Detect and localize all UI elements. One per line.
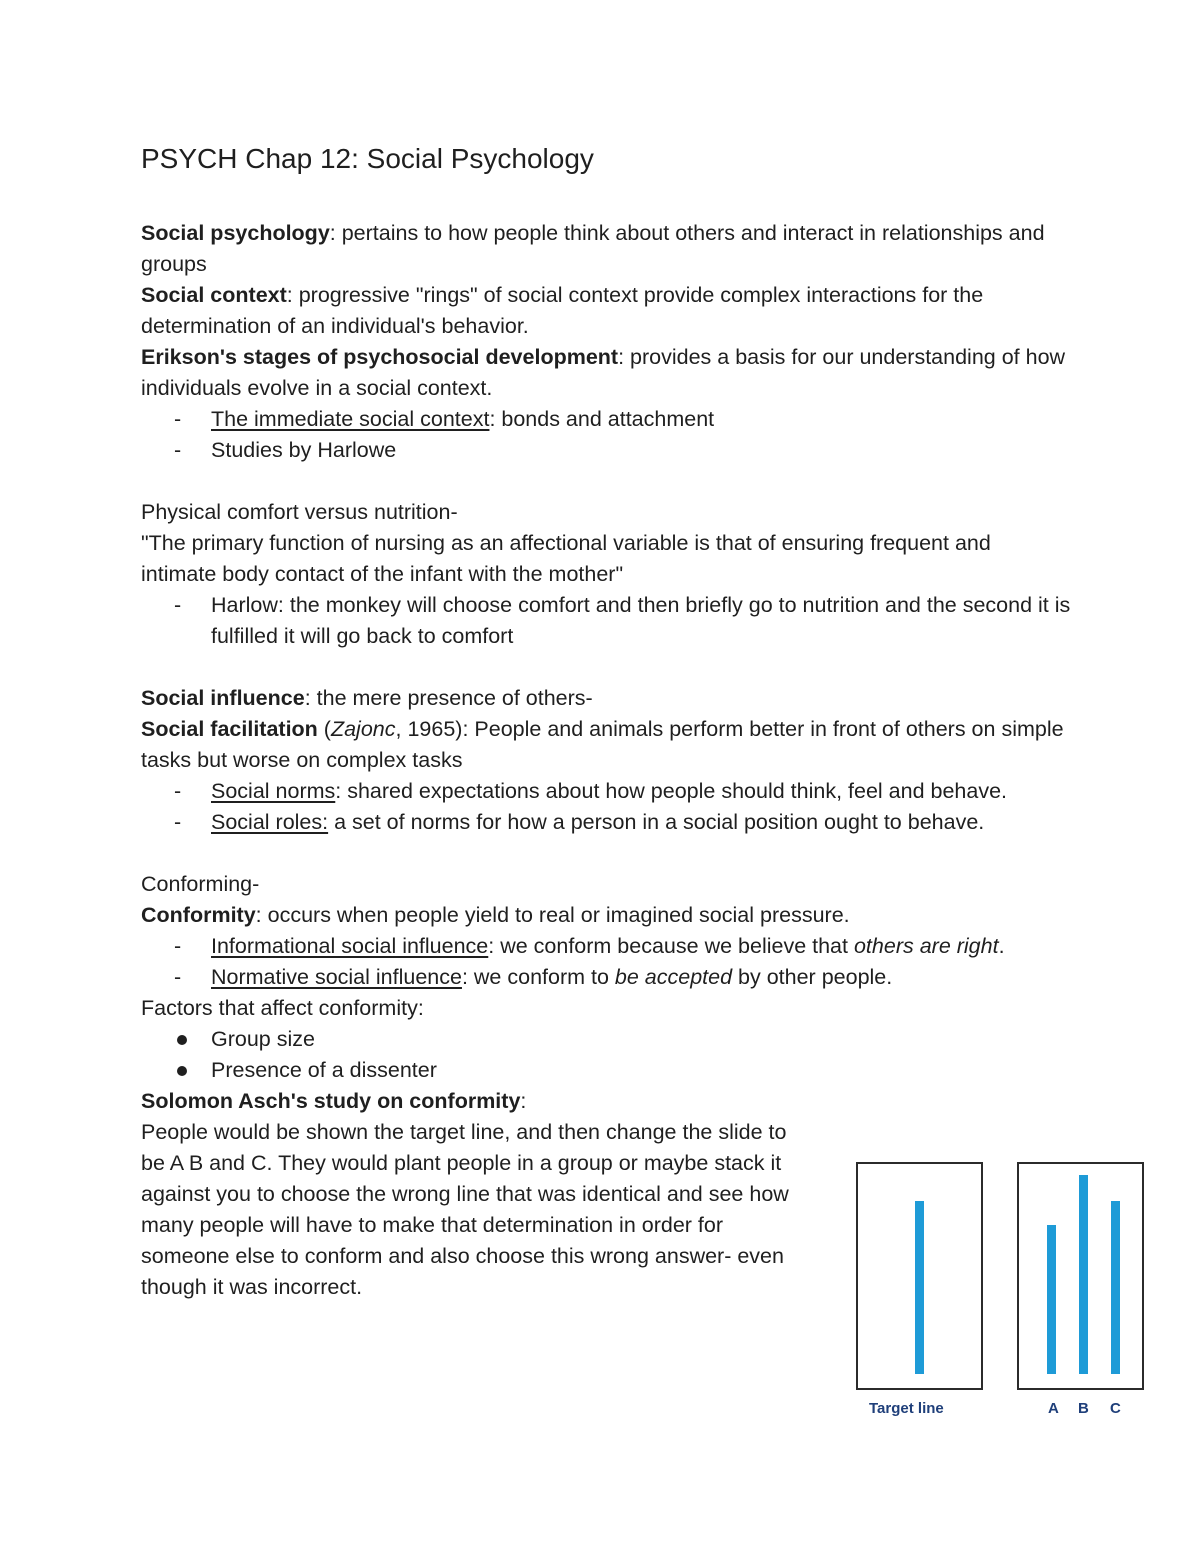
list-item: Presence of a dissenter — [141, 1055, 1071, 1086]
definition-text: : occurs when people yield to real or imagined social pressure. — [255, 903, 850, 927]
definition-text: : pertains to how people think about others and interact in relationships and groups — [141, 221, 1045, 276]
harlow-list — [141, 590, 1071, 652]
asch-description: People would be shown the target line, and then change the slide to be A B and C. They would plant people in a group or maybe stack it against you to choose the wrong line that was identical and see how many people will have to make that determination in order for someone else to conform and also choose this wrong answer- even though it was incorrect. — [141, 1120, 789, 1299]
definition-text: : the mere presence of others- — [304, 686, 593, 710]
definition-text: : provides a basis for our understanding of how individuals evolve in a social context. — [141, 345, 1066, 400]
citation-open: ( — [317, 717, 331, 741]
definition-text: : progressive "rings" of social context provide complex interactions for the determination of an individual's behavior. — [141, 283, 984, 338]
underlined-term: Normative social influence — [211, 965, 462, 989]
spacer — [141, 838, 1071, 869]
definition-conformity — [141, 900, 1071, 931]
line-a — [1047, 1225, 1056, 1374]
comparison-lines-panel — [1017, 1162, 1144, 1390]
list-item: - Harlow: the monkey will choose comfort and then briefly go to nutrition and the second it is fulfilled it will go back to comfort — [141, 590, 1071, 652]
definition-social-influence — [141, 683, 1071, 714]
term: Solomon Asch's study on conformity — [141, 1089, 521, 1113]
underlined-term: Social norms — [211, 779, 336, 803]
factors-heading: Factors that affect conformity: — [141, 996, 424, 1020]
item-text: : we conform because we believe that — [488, 934, 854, 958]
list-item: Group size — [141, 1024, 1071, 1055]
citation-author: Zajonc — [330, 717, 396, 741]
spacer — [141, 652, 1071, 683]
item-text: : we conform to — [461, 965, 615, 989]
item-text: Studies by Harlowe — [211, 438, 397, 462]
section-heading-conforming: Conforming- — [141, 872, 260, 896]
definition-social-psychology — [141, 218, 1071, 280]
term: Social influence — [141, 686, 305, 710]
definition-social-context — [141, 280, 1071, 342]
underlined-term: Social roles: — [211, 810, 329, 834]
erikson-list — [141, 404, 1071, 466]
list-item — [141, 435, 1071, 466]
definition-text: , 1965): People and animals perform better in front of others on simple tasks but worse on complex tasks — [141, 717, 1064, 772]
term: Erikson's stages of psychosocial development — [141, 345, 619, 369]
list-item — [141, 776, 1071, 807]
list-item — [141, 962, 1071, 993]
label-b: B — [1078, 1400, 1089, 1417]
item-text: : bonds and attachment — [489, 407, 715, 431]
underlined-term: The immediate social context — [211, 407, 490, 431]
item-text: : shared expectations about how people should think, feel and behave. — [335, 779, 1008, 803]
underlined-term: Informational social influence — [211, 934, 489, 958]
social-norms-list — [141, 776, 1071, 838]
section-heading-physical-comfort: Physical comfort versus nutrition- — [141, 500, 458, 524]
factors-list — [141, 1024, 1071, 1086]
label-a: A — [1048, 1400, 1059, 1417]
emphasis-text: others are right — [853, 934, 999, 958]
target-line-panel — [856, 1162, 983, 1390]
emphasis-text: be accepted — [614, 965, 733, 989]
list-item — [141, 931, 1071, 962]
term: Social context — [141, 283, 287, 307]
definition-social-facilitation — [141, 714, 1071, 776]
label-c: C — [1110, 1400, 1121, 1417]
term: Social psychology — [141, 221, 330, 245]
notes-body — [141, 218, 1071, 1303]
target-line — [915, 1201, 924, 1374]
list-item — [141, 404, 1071, 435]
item-text: a set of norms for how a person in a social position ought to behave. — [328, 810, 985, 834]
page-title: PSYCH Chap 12: Social Psychology — [141, 143, 594, 174]
item-text-end: . — [998, 934, 1005, 958]
harlow-quote: "The primary function of nursing as an affectional variable is that of ensuring frequent and intimate body contact of the infant with the mother" — [141, 531, 991, 586]
term: Conformity — [141, 903, 256, 927]
influence-list — [141, 931, 1071, 993]
item-text-end: by other people. — [732, 965, 893, 989]
definition-asch-study — [141, 1086, 1071, 1117]
colon: : — [520, 1089, 527, 1113]
asch-line-figure — [856, 1162, 1150, 1424]
line-b — [1079, 1175, 1088, 1374]
definition-erikson — [141, 342, 1071, 404]
line-c — [1111, 1201, 1120, 1374]
list-item — [141, 807, 1071, 838]
target-line-label: Target line — [869, 1400, 944, 1417]
spacer — [141, 466, 1071, 497]
term: Social facilitation — [141, 717, 318, 741]
